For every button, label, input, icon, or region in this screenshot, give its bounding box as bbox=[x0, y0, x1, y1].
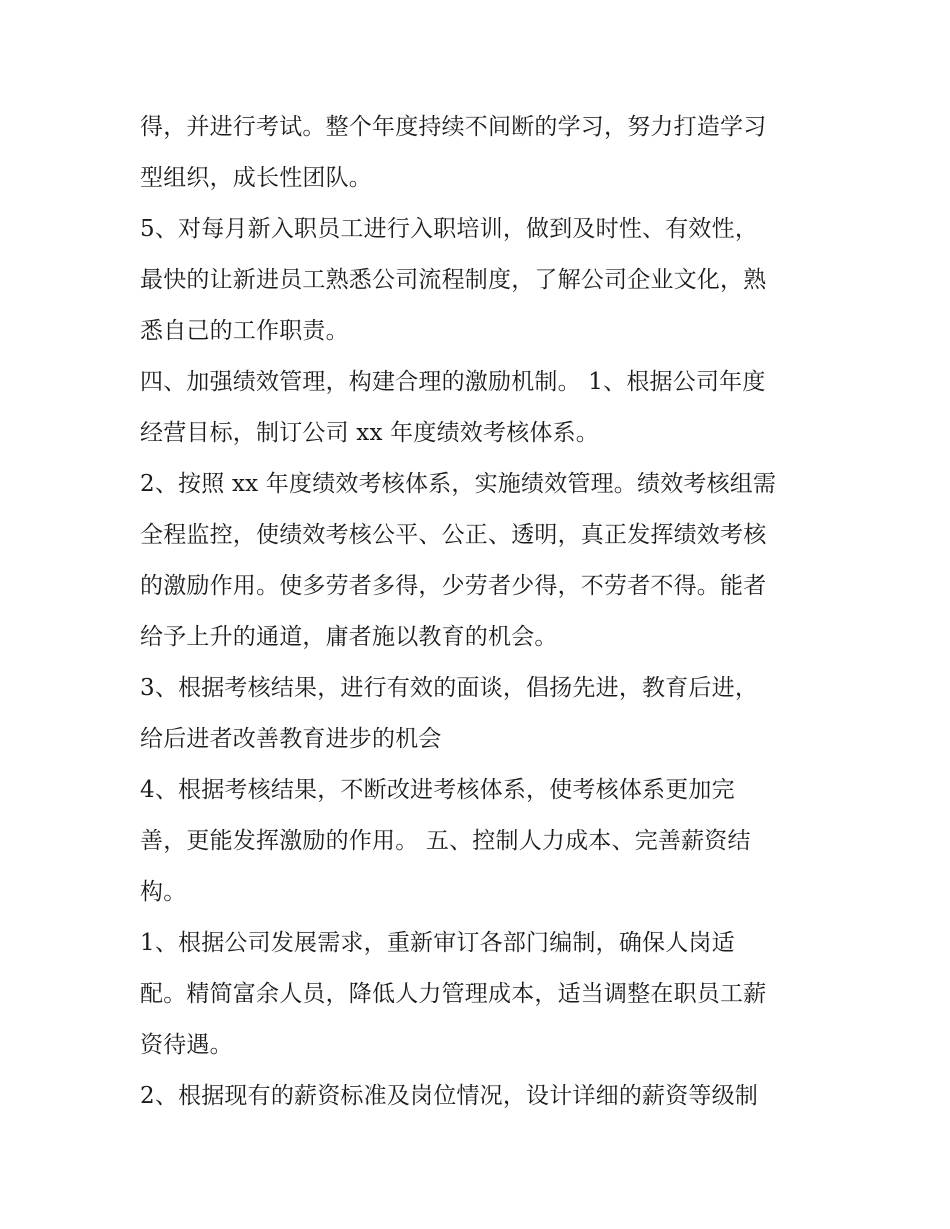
text-line-11: 给予上升的通道，庸者施以教育的机会。 bbox=[140, 624, 558, 650]
text-line-13: 给后进者改善教育进步的机会 bbox=[140, 726, 442, 752]
text-line-5: 悉自己的工作职责。 bbox=[140, 318, 349, 344]
text-line-9: 全程监控，使绩效考核公平、公正、透明，真正发挥绩效考核 bbox=[140, 522, 767, 548]
text-line-1: 得，并进行考试。整个年度持续不间断的学习，努力打造学习 bbox=[140, 114, 767, 140]
text-line-18: 配。精简富余人员，降低人力管理成本，适当调整在职员工薪 bbox=[140, 981, 767, 1007]
text-line-2: 型组织，成长性团队。 bbox=[140, 165, 372, 191]
text-line-19: 资待遇。 bbox=[140, 1032, 233, 1058]
text-line-3: 5、对每月新入职员工进行入职培训，做到及时性、有效性， bbox=[140, 216, 759, 242]
text-line-12: 3、根据考核结果，进行有效的面谈，倡扬先进，教育后进， bbox=[140, 675, 759, 701]
text-line-17: 1、根据公司发展需求，重新审订各部门编制，确保人岗适 bbox=[140, 930, 735, 956]
text-line-20: 2、根据现有的薪资标准及岗位情况，设计详细的薪资等级制 bbox=[140, 1083, 759, 1109]
document-body bbox=[140, 102, 820, 1122]
text-line-14: 4、根据考核结果，不断改进考核体系，使考核体系更加完 bbox=[140, 777, 735, 803]
text-line-10: 的激励作用。使多劳者多得，少劳者少得，不劳者不得。能者 bbox=[140, 573, 767, 599]
text-line-7: 经营目标，制订公司 xx 年度绩效考核体系。 bbox=[140, 420, 599, 446]
text-line-15: 善，更能发挥激励的作用。 五、控制人力成本、完善薪资结 bbox=[140, 828, 751, 854]
text-line-4: 最快的让新进员工熟悉公司流程制度，了解公司企业文化，熟 bbox=[140, 267, 767, 293]
text-line-8: 2、按照 xx 年度绩效考核体系，实施绩效管理。绩效考核组需 bbox=[140, 471, 777, 497]
text-line-16: 构。 bbox=[140, 879, 187, 905]
text-line-6: 四、加强绩效管理，构建合理的激励机制。 1、根据公司年度 bbox=[140, 369, 766, 395]
